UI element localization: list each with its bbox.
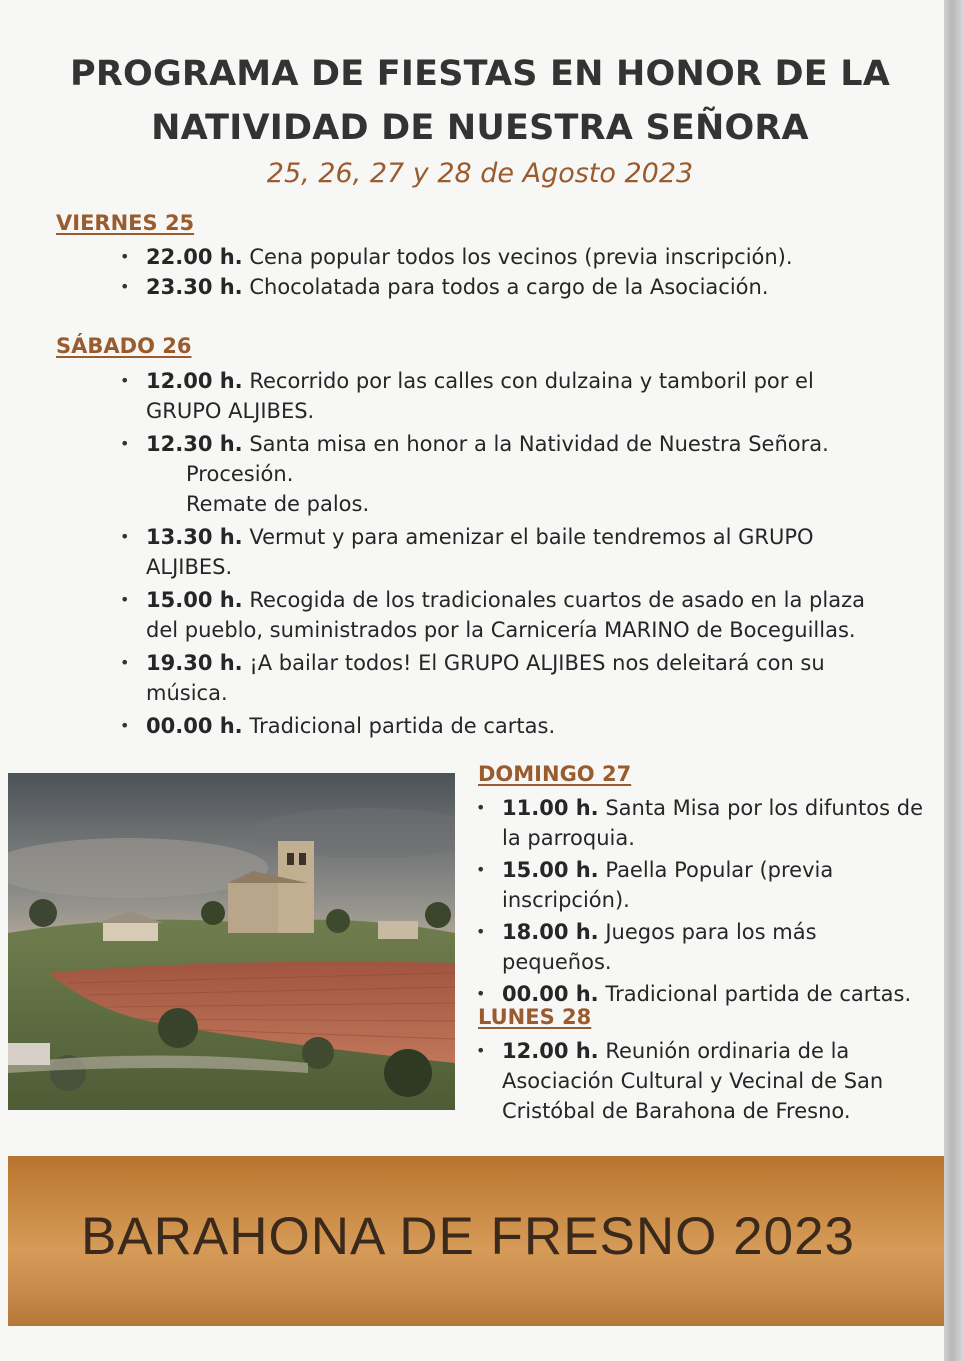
list-item: • 19.30 h. ¡A bailar todos! El GRUPO ALJIBES nos deleitará con su música. [146,648,886,708]
bullet-icon: • [120,247,130,266]
list-item: • 23.30 h. Chocolatada para todos a cargo de la Asociación. [146,272,926,302]
list-item: • 12.30 h. Santa misa en honor a la Natividad de Nuestra Señora. Procesión. Remate de palos. [146,429,886,519]
sub-item: Remate de palos. [186,492,370,516]
day-heading-domingo: DOMINGO 27 [478,762,632,786]
bullet-icon: • [120,653,130,672]
list-item: • 18.00 h. Juegos para los más pequeños. [502,917,932,977]
bullet-icon: • [120,277,130,296]
event-dates: 25, 26, 27 y 28 de Agosto 2023 [266,158,694,189]
church-landscape-photo [8,773,455,1110]
bullet-icon: • [476,984,486,1003]
day-heading-lunes: LUNES 28 [478,1005,592,1029]
bullet-icon: • [120,590,130,609]
bullet-icon: • [476,922,486,941]
list-item: • 00.00 h. Tradicional partida de cartas. [502,979,932,1009]
day-heading-sabado: SÁBADO 26 [56,334,192,358]
day-heading-viernes: VIERNES 25 [56,211,195,235]
event-list-lunes [476,1036,902,1126]
event-list-sabado [120,366,886,741]
bullet-icon: • [120,371,130,390]
list-item: • 15.00 h. Paella Popular (previa inscripción). [502,855,932,915]
bullet-icon: • [120,527,130,546]
list-item: • 00.00 h. Tradicional partida de cartas. [146,711,886,741]
event-list-viernes [120,242,926,302]
title-line-1: PROGRAMA DE FIESTAS EN HONOR DE LA [69,54,890,94]
bullet-icon: • [120,716,130,735]
sub-item: Procesión. [186,462,294,486]
list-item: • 11.00 h. Santa Misa por los difuntos de la parroquia. [502,793,932,853]
list-item: • 22.00 h. Cena popular todos los vecinos (previa inscripción). [146,242,926,272]
bullet-icon: • [476,1041,486,1060]
list-item: • 12.00 h. Reunión ordinaria de la Asociación Cultural y Vecinal de San Cristóbal de Barahona de Fresno. [502,1036,902,1126]
page-edge-shadow [944,0,964,1361]
list-item: • 12.00 h. Recorrido por las calles con dulzaina y tamboril por el GRUPO ALJIBES. [146,366,886,426]
title-line-2: NATIVIDAD DE NUESTRA SEÑORA [151,108,809,148]
bullet-icon: • [120,434,130,453]
bullet-icon: • [476,860,486,879]
list-item: • 13.30 h. Vermut y para amenizar el baile tendremos al GRUPO ALJIBES. [146,522,886,582]
list-item: • 15.00 h. Recogida de los tradicionales cuartos de asado en la plaza del pueblo, suministrados por la Carnicería MARINO de Boceguillas. [146,585,886,645]
footer-banner-title: BARAHONA DE FRESNO 2023 [80,1207,856,1266]
event-list-domingo [476,793,932,1009]
bullet-icon: • [476,798,486,817]
